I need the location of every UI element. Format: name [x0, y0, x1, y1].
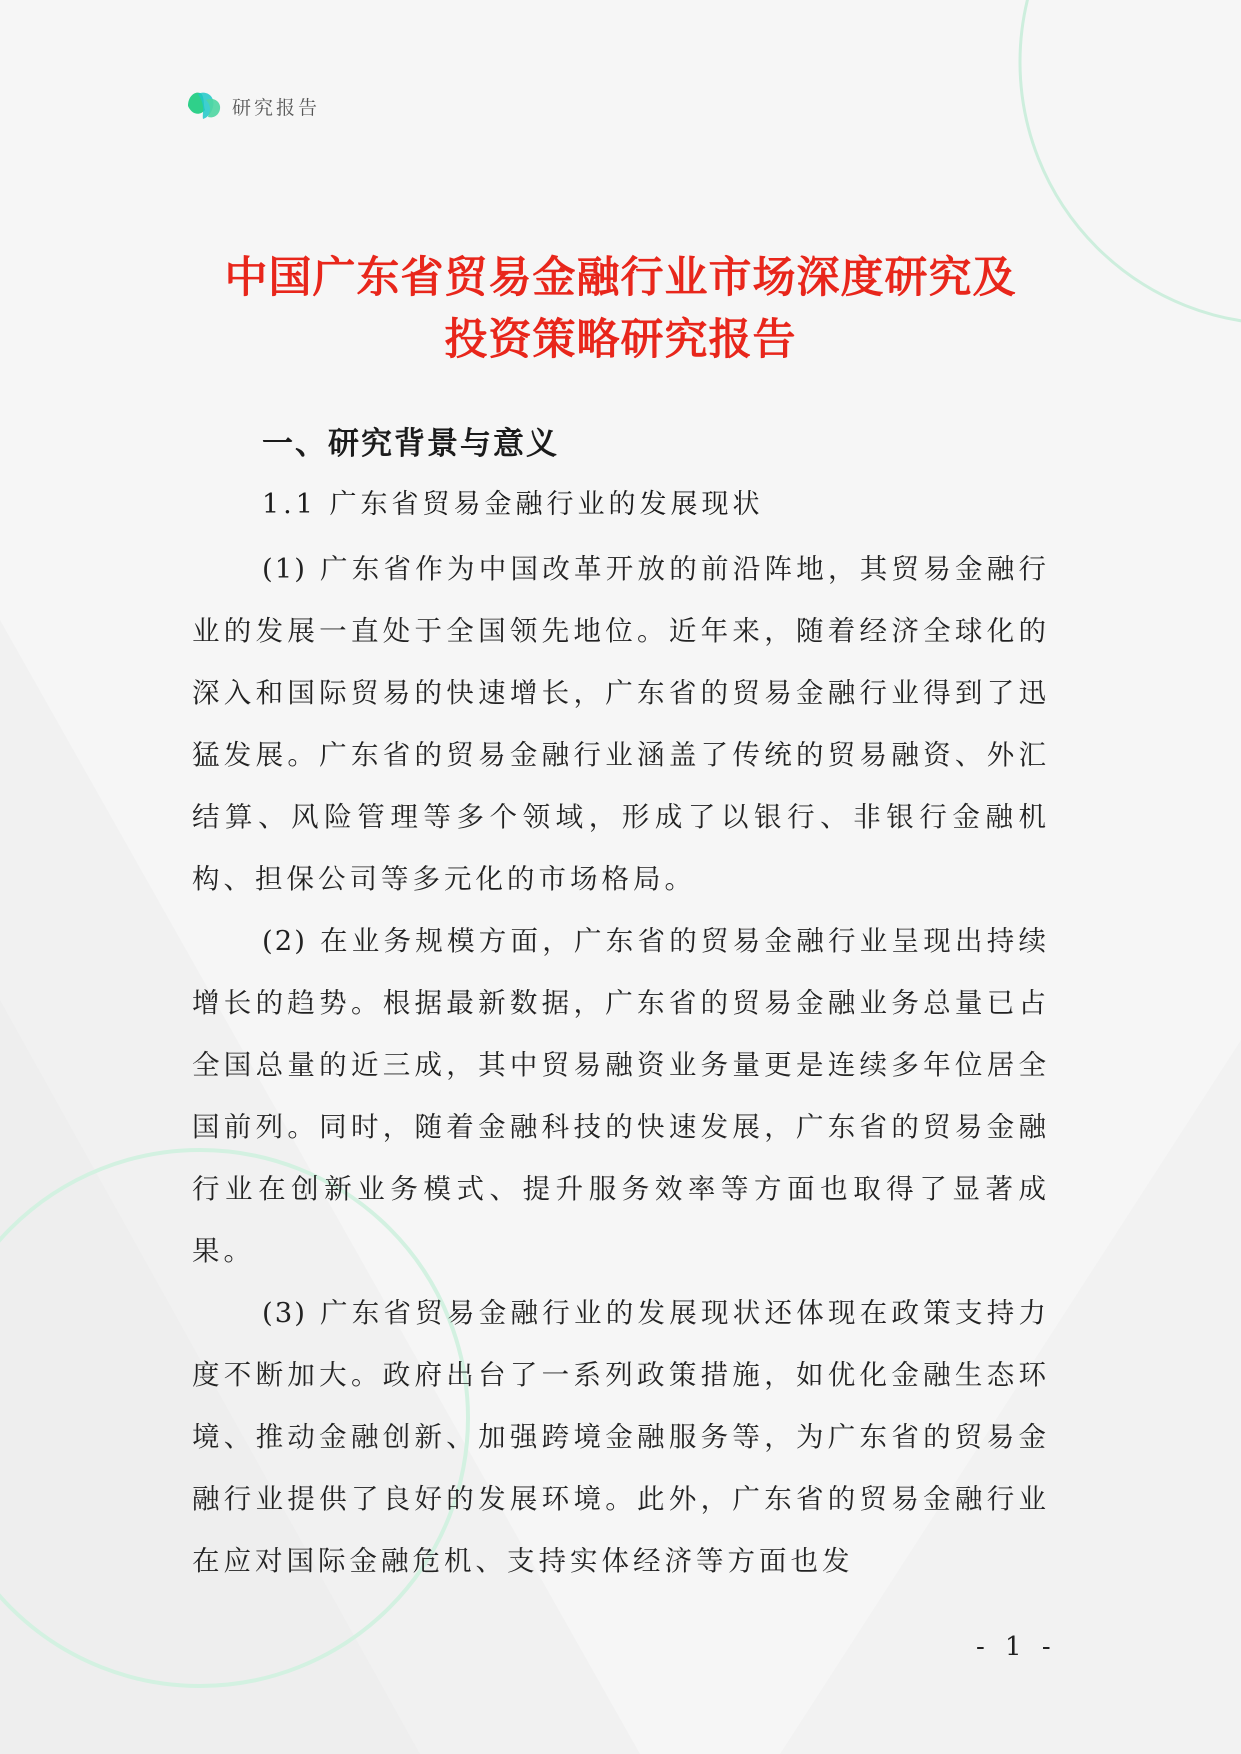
- subsection-heading: 1.1 广东省贸易金融行业的发展现状: [262, 489, 764, 520]
- title-line-1: 中国广东省贸易金融行业市场深度研究及: [224, 252, 1017, 303]
- brand-leaf-icon: [186, 88, 222, 124]
- title-line-2: 投资策略研究报告: [444, 314, 797, 365]
- body-text: [192, 538, 1050, 1592]
- paragraph-number: (3): [262, 1297, 307, 1329]
- paragraph-number: (2): [262, 925, 307, 957]
- paragraph-1: [192, 538, 1050, 910]
- header-label: 研究报告: [232, 96, 321, 119]
- section-heading: 一、研究背景与意义: [262, 426, 559, 462]
- paragraph-number: (1): [262, 553, 307, 585]
- paragraph-text: 在业务规模方面，广东省的贸易金融行业呈现出持续增长的趋势。根据最新数据，广东省的贸易金融业务总量已占全国总量的近三成，其中贸易融资业务量更是连续多年位居全国前列。同时，随着金融科技的快速发展，广东省的贸易金融行业在创新业务模式、提升服务效率等方面也取得了显著成果。: [192, 925, 1050, 1267]
- paragraph-3: [192, 1282, 1050, 1592]
- page-number: - 1 -: [976, 1632, 1057, 1662]
- paragraph-text: 广东省贸易金融行业的发展现状还体现在政策支持力度不断加大。政府出台了一系列政策措施，如优化金融生态环境、推动金融创新、加强跨境金融服务等，为广东省的贸易金融行业提供了良好的发展环境。此外，广东省的贸易金融行业在应对国际金融危机、支持实体经济等方面也发: [192, 1297, 1050, 1577]
- paragraph-text: 广东省作为中国改革开放的前沿阵地，其贸易金融行业的发展一直处于全国领先地位。近年来，随着经济全球化的深入和国际贸易的快速增长，广东省的贸易金融行业得到了迅猛发展。广东省的贸易金融行业涵盖了传统的贸易融资、外汇结算、风险管理等多个领域，形成了以银行、非银行金融机构、担保公司等多元化的市场格局。: [192, 553, 1050, 895]
- document-title: [180, 247, 1061, 371]
- paragraph-2: [192, 910, 1050, 1282]
- header-brand: [186, 88, 320, 124]
